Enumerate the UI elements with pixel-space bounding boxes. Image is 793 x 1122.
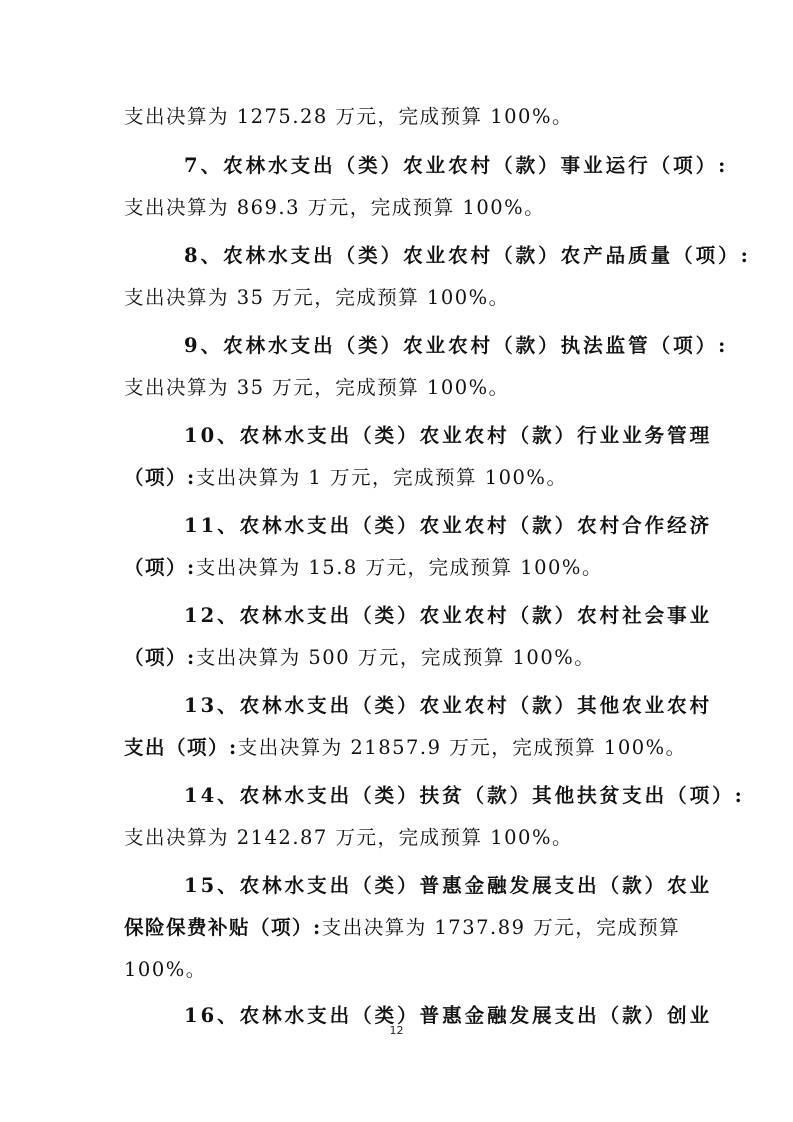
page-number: 12 [389,1024,404,1037]
paragraph-11-body-text: 支出决算为 15.8 万元，完成预算 100%。 [195,556,603,579]
paragraph-12-heading: 12、农林水支出（类）农业农村（款）农村社会事业 [184,604,713,627]
paragraph-12-body-label: （项）: [124,646,196,669]
paragraph-7-heading: 7、农林水支出（类）农业农村（款）事业运行（项）: [184,154,729,177]
paragraph-11-heading: 11、农林水支出（类）农业农村（款）农村合作经济 [184,514,713,537]
paragraph-16-heading: 16、农林水支出（类）普惠金融发展支出（款）创业 [184,1004,713,1027]
paragraph-15-tail: 100%。 [124,958,207,981]
paragraph-12-body-text: 支出决算为 500 万元，完成预算 100%。 [195,646,596,669]
paragraph-15-heading: 15、农林水支出（类）普惠金融发展支出（款）农业 [184,874,713,897]
paragraph-13-body-text: 支出决算为 21857.9 万元，完成预算 100%。 [237,736,687,759]
paragraph-14-heading: 14、农林水支出（类）扶贫（款）其他扶贫支出（项）: [184,784,745,807]
paragraph-10-body-text: 支出决算为 1 万元，完成预算 100%。 [195,466,568,489]
paragraph-8-body: 支出决算为 35 万元，完成预算 100%。 [124,286,510,309]
paragraph-13-body [124,728,687,768]
paragraph-13-body-label: 支出（项）: [124,736,238,759]
paragraph-7-body: 支出决算为 869.3 万元，完成预算 100%。 [124,196,546,219]
paragraph-15-body [124,908,681,948]
paragraph-9-heading: 9、农林水支出（类）农业农村（款）执法监管（项）: [184,334,729,357]
paragraph-10-body [124,458,676,498]
paragraph-11-body-label: （项）: [124,556,196,579]
paragraph-12-body [124,638,676,678]
paragraph-11-body [124,548,676,588]
paragraph-15-body-label: 保险保费补贴（项）: [124,916,322,939]
paragraph-8-heading: 8、农林水支出（类）农业农村（款）农产品质量（项）: [184,244,751,267]
paragraph-9-body: 支出决算为 35 万元，完成预算 100%。 [124,376,510,399]
paragraph-6-continuation: 支出决算为 1275.28 万元，完成预算 100%。 [124,105,573,128]
paragraph-10-heading: 10、农林水支出（类）农业农村（款）行业业务管理 [184,424,713,447]
paragraph-13-heading: 13、农林水支出（类）农业农村（款）其他农业农村 [184,694,713,717]
paragraph-10-body-label: （项）: [124,466,196,489]
paragraph-15-body-text: 支出决算为 1737.89 万元，完成预算 [321,916,681,939]
paragraph-14-body: 支出决算为 2142.87 万元，完成预算 100%。 [124,826,573,849]
